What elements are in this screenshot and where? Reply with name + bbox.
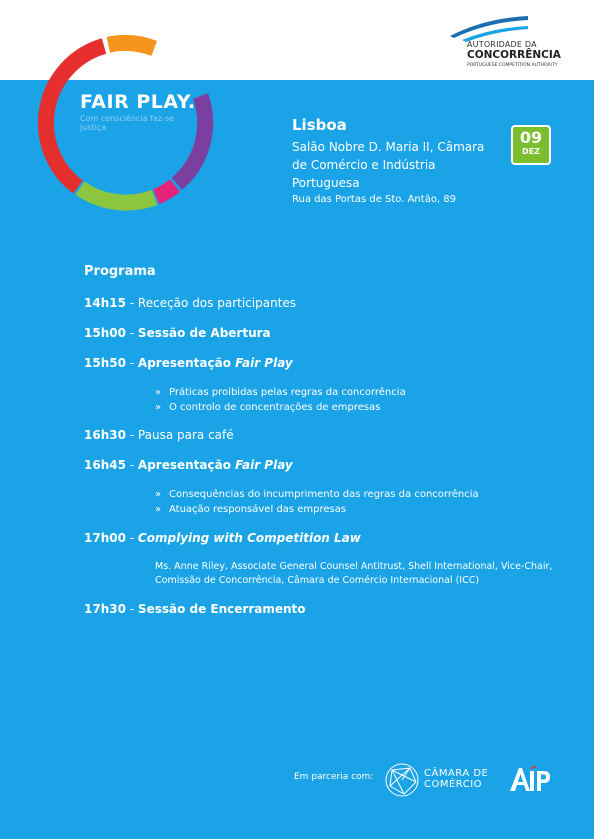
program-time: 15h00: [84, 326, 126, 340]
program-time: 15h50: [84, 356, 126, 370]
authority-logo: [440, 14, 580, 70]
aip-logo-icon: [508, 765, 552, 793]
date-month: DEZ: [522, 147, 540, 156]
program-item: [84, 531, 361, 545]
program-label-italic: Complying with Competition Law: [137, 531, 361, 545]
program-time: 17h30: [84, 602, 126, 616]
list-item: » Atuação responsável das empresas: [155, 502, 479, 517]
speaker-description: Ms. Anne Riley, Associate General Counsel Antitrust, Shell International, Vice-Chair, Comissão de Concorrência, Câmara de Comércio Internacional (ICC): [155, 561, 553, 586]
globe-network-icon: [382, 760, 422, 800]
list-item: » Práticas proibidas pelas regras da concorrência: [155, 385, 406, 400]
date-day: 09: [519, 128, 543, 147]
ccl-logo: [382, 760, 489, 804]
program-time: 16h45: [84, 458, 126, 472]
program-label-italic: Fair Play: [235, 356, 293, 370]
venue-hall: Salão Nobre D. Maria II, Câmara de Comércio e Indústria Portuguesa: [292, 140, 485, 190]
program-sep: -: [125, 326, 138, 340]
bullet-list-b: [155, 487, 479, 517]
program-label: Sessão de Encerramento: [137, 602, 306, 616]
authority-line1: AUTORIDADE DA: [467, 40, 537, 49]
program-sep: -: [125, 531, 138, 545]
program-label-italic: Fair Play: [235, 458, 293, 472]
program-sep: -: [125, 428, 138, 442]
venue-info: [292, 116, 502, 205]
partner-label: Em parceria com:: [294, 772, 374, 782]
ccl-line1: CÂMARA DE: [424, 768, 489, 779]
date-badge: [511, 125, 551, 165]
program-item: [84, 296, 296, 310]
program-sep: -: [125, 356, 138, 370]
ccl-line2: COMÉRCIO: [424, 779, 483, 790]
program-label: Pausa para café: [137, 428, 234, 442]
fair-play-tagline: Com consciência faz-se justiça: [80, 114, 174, 132]
authority-line3: PORTUGUESE COMPETITION AUTHORITY: [467, 63, 558, 68]
program-item: [84, 356, 293, 370]
program-time: 17h00: [84, 531, 126, 545]
venue-address: Rua das Portas de Sto. Antão, 89: [292, 194, 457, 205]
program-item: [84, 458, 293, 472]
list-item: » O controlo de concentrações de empresas: [155, 400, 406, 415]
program-label: Apresentação: [137, 356, 236, 370]
fair-play-title: FAIR PLAY.: [80, 91, 196, 113]
program-label: Receção dos participantes: [137, 296, 297, 310]
authority-line2: CONCORRÊNCIA: [467, 49, 561, 61]
program-label: Apresentação: [137, 458, 236, 472]
program-item: [84, 326, 271, 340]
venue-city: Lisboa: [292, 116, 347, 134]
bullet-list-a: [155, 385, 406, 415]
program-time: 16h30: [84, 428, 126, 442]
program-item: [84, 602, 306, 616]
program-label: Sessão de Abertura: [137, 326, 271, 340]
list-item: » Consequências do incumprimento das regras da concorrência: [155, 487, 479, 502]
program-sep: -: [125, 296, 138, 310]
program-title: Programa: [84, 264, 156, 279]
program-sep: -: [125, 458, 138, 472]
program-item: [84, 428, 234, 442]
program-sep: -: [125, 602, 138, 616]
program-time: 14h15: [84, 296, 126, 310]
